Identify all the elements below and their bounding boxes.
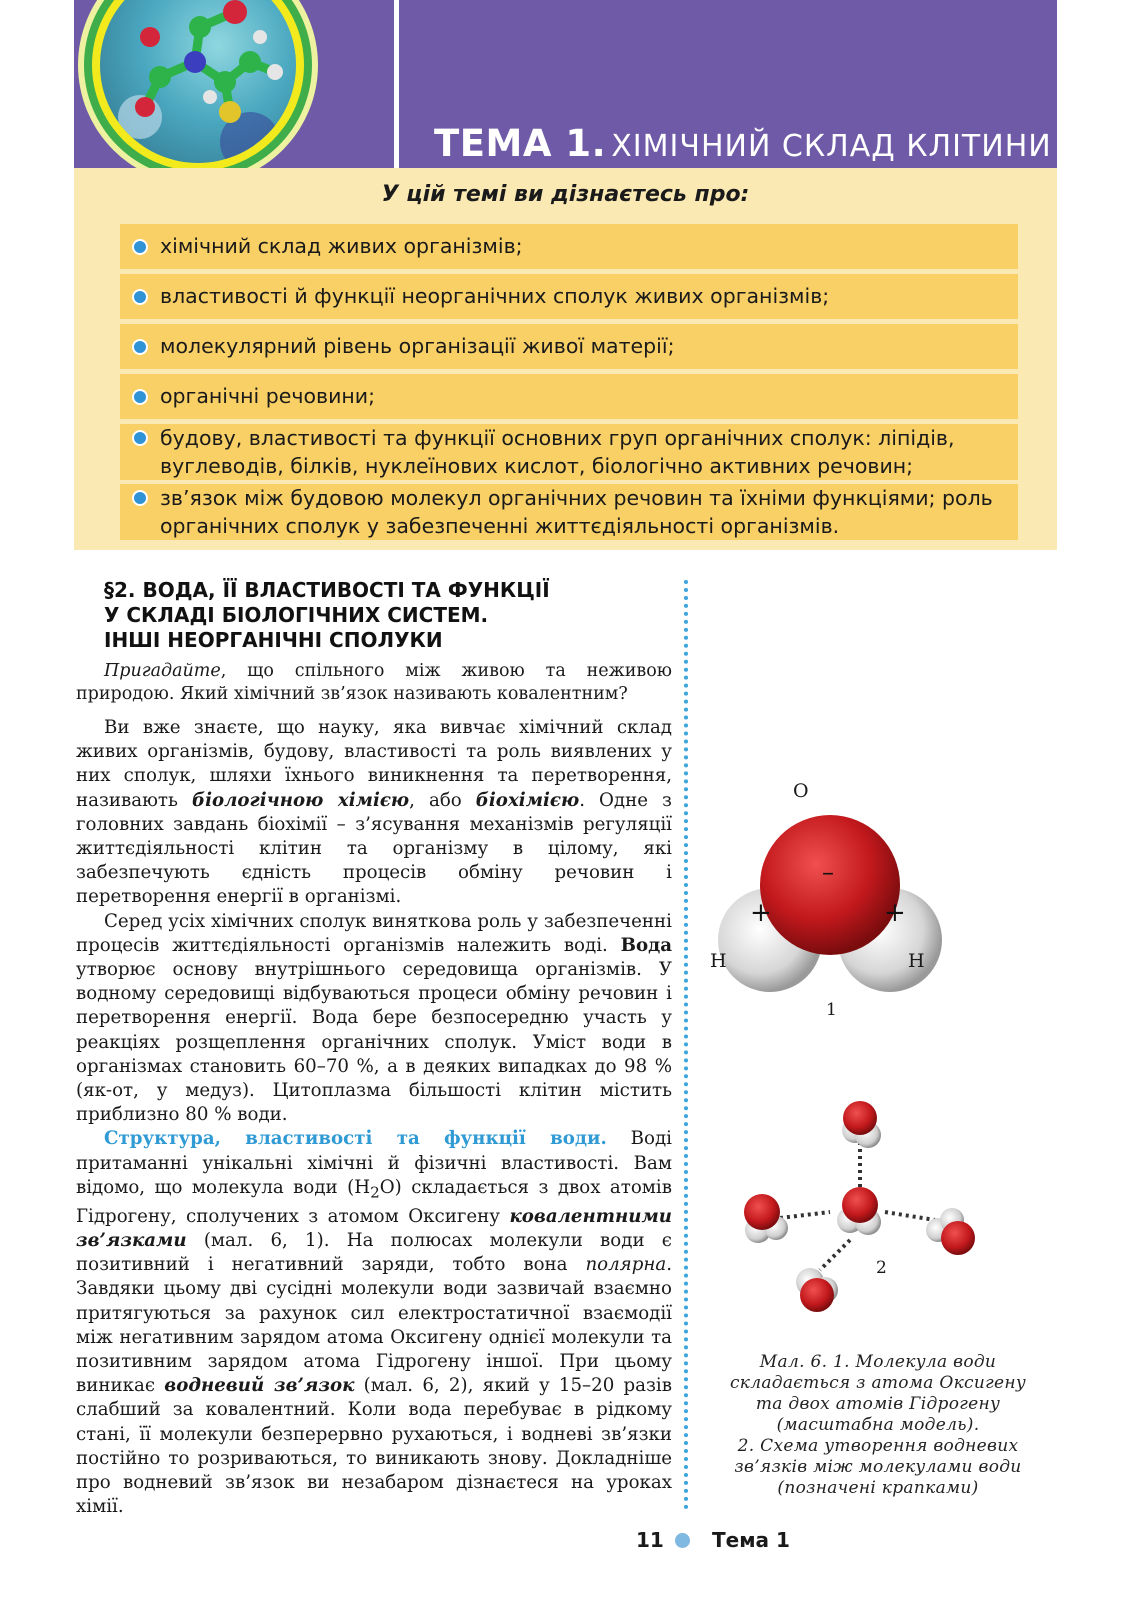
figure-caption: Мал. 6. 1. Молекула води складається з атома Оксигену та двох атомів Гідрогену (масштабна модель). 2. Схема утворення водневих зв’язків між молекулами води (позначені крапками) <box>729 1352 1027 1498</box>
paragraph: Серед усіх хімічних сполук виняткова роль у забезпеченні процесів життєдіяльності організмів належить воді. Вода утворює основу внутрішнього середовища організмів. У водному середовищі відбуваються процеси обміну речовин і перетворення енергії. Вода бере безпосередню участь у реакціях розщеплення органічних сполук. Уміст води в організмах становить 60–70 %, а в деяких випадках до 98 % (як-от, у медуз). Цитоплазма більшості клітин містить приблизно 80 % води. <box>76 910 672 1126</box>
oxygen-label: O <box>793 780 809 802</box>
positive-charge-left: + <box>750 898 772 928</box>
header-divider <box>394 0 399 168</box>
positive-charge-right: + <box>884 898 906 928</box>
negative-charge: – <box>822 858 834 886</box>
bullet-icon <box>132 289 148 305</box>
list-item: властивості й функції неорганічних сполук живих організмів; <box>120 274 1018 319</box>
footer-topic: Тема 1 <box>712 1528 790 1552</box>
water-molecule-model <box>710 790 970 1050</box>
topic-name: ХІМІЧНИЙ СКЛАД КЛІТИНИ <box>611 129 1052 164</box>
bullet-icon <box>132 339 148 355</box>
bullet-icon <box>132 389 148 405</box>
column-divider <box>684 580 688 1510</box>
section-title: §2. ВОДА, ЇЇ ВЛАСТИВОСТІ ТА ФУНКЦІЇ У СКЛАДІ БІОЛОГІЧНИХ СИСТЕМ. ІНШІ НЕОРГАНІЧНІ СПОЛУКИ <box>104 578 550 652</box>
bullet-icon <box>132 430 148 446</box>
water-molecule-figure <box>710 780 970 1054</box>
paragraph: Ви вже знаєте, що науку, яка вивчає хімічний склад живих організмів, будову, властивості та роль виявлених у них сполук, шляхи їхнього виникнення та перетворення, називають біологічною хімією, або біохімією. Одне з головних завдань біохімії – з’ясування механізмів регуляції життєдіяльності клітин та організму в цілому, які забезпечують єдність процесів обміну речовин і перетворення енергії в організмі. <box>76 717 672 908</box>
figure-number-1: 1 <box>826 1000 837 1020</box>
topic-number: ТЕМА 1. <box>434 122 607 165</box>
list-item: зв’язок між будовою молекул органічних речовин та їхніми функціями; роль органічних сполук у забезпеченні життєдіяльності організмів. <box>120 484 1018 540</box>
list-item: хімічний склад живих організмів; <box>120 224 1018 269</box>
bullet-icon <box>132 239 148 255</box>
intro-heading: У цій темі ви дізнаєтесь про: <box>381 182 750 207</box>
recall-question: Пригадайте, що спільного між живою та неживою природою. Який хімічний зв’язок називають ковалентним? <box>76 661 672 704</box>
hydrogen-label-left: H <box>710 950 727 972</box>
paragraph: Структура, властивості та функції води. Воді притаманні унікальні хімічні й фізичні властивості. Вам відомо, що молекула води $(H_2O)$ складається з двох атомів Гідрогену, сполучених з атомом Оксигену ковалентними зв’язками (мал. 6, 1). На полюсах молекули води є позитивний і негативний заряди, тобто вона полярна. Завдяки цьому дві сусідні молекули води зазвичай взаємно притягуються за рахунок сил електростатичної взаємодії між негативним зарядом атома Оксигену однієї молекули та позитивним зарядом атома Гідрогену іншої. При цьому виникає водневий зв’язок (мал. 6, 2), який у 15–20 разів слабший за ковалентний. Коли вода перебуває в рідкому стані, її молекули безперервно рухаються, і водневі зв’язки постійно то розриваються, то виникають знову. Докладніше про водневий зв’язок ви незабаром дізнаєтеся на уроках хімії. <box>76 1128 672 1518</box>
hydrogen-bonds-figure <box>720 1090 1020 1330</box>
subsection-heading: Структура, властивості та функції води. <box>104 1128 607 1150</box>
footer-dot-icon <box>675 1533 690 1548</box>
topic-intro-panel <box>74 168 1057 550</box>
bullet-icon <box>132 490 148 506</box>
list-item: молекулярний рівень організації живої матерії; <box>120 324 1018 369</box>
list-item: будову, властивості та функції основних груп органічних сполук: ліпідів, вуглеводів, білків, нуклеїнових кислот, біологічно активних речовин; <box>120 424 1018 480</box>
body-text <box>76 716 672 1519</box>
hydrogen-bonds-diagram <box>720 1090 1020 1330</box>
topic-title <box>434 122 1052 165</box>
figure-number-2: 2 <box>876 1258 887 1278</box>
page-number: 11 <box>636 1528 664 1552</box>
list-item: органічні речовини; <box>120 374 1018 419</box>
hydrogen-label-right: H <box>908 950 925 972</box>
